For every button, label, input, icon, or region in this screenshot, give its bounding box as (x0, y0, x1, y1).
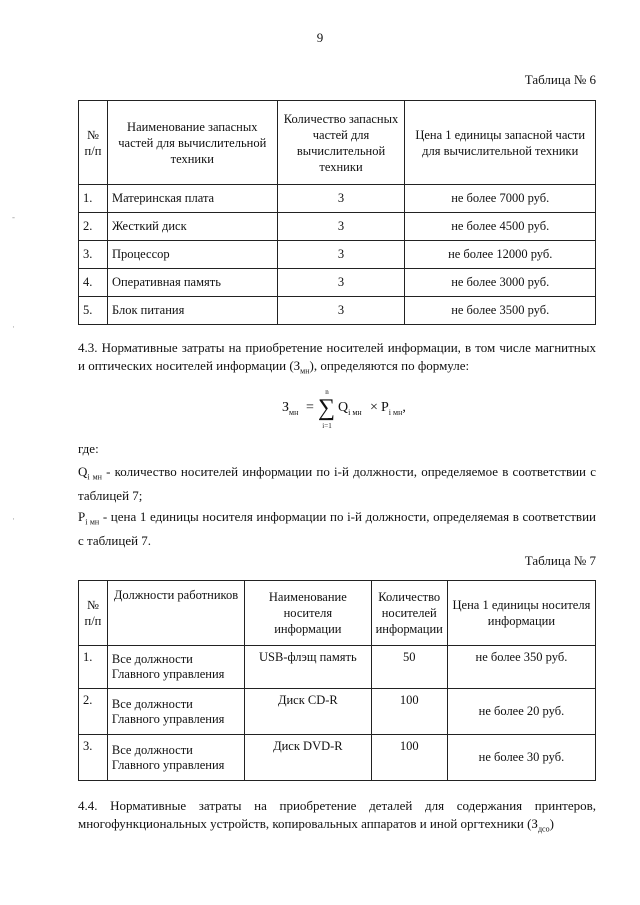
margin-mark: - (12, 212, 15, 222)
section-4-4-sub: дсо (537, 824, 550, 834)
formula-q-sub: i мн (348, 407, 362, 417)
formula-upper-limit: n (325, 388, 329, 396)
table6-caption: Таблица № 6 (524, 72, 596, 87)
table-row (79, 213, 596, 241)
formula-p-symbol: P (381, 400, 389, 415)
formula-lower-limit: i=1 (322, 422, 332, 430)
formula-lhs-symbol: З (282, 400, 290, 415)
formula-lhs (282, 400, 298, 417)
table7-header-cell: Должности работников (107, 581, 244, 646)
formula-q-symbol: Q (338, 400, 349, 415)
table-cell: 3. (79, 241, 108, 269)
table7-caption: Таблица № 7 (524, 553, 596, 568)
table-cell: Диск CD-R (245, 689, 372, 735)
page-number: 9 (316, 30, 324, 45)
table-row (79, 297, 596, 325)
table7-header-cell: Количество носителей информации (371, 581, 447, 646)
table-cell: Все должности Главного управления (107, 646, 244, 689)
table7 (78, 580, 596, 781)
table-cell: 100 (371, 735, 447, 781)
definition-p-sub: i мн (85, 517, 100, 527)
table-cell: 4. (79, 269, 108, 297)
table6 (78, 100, 596, 325)
table-cell: не более 3500 руб. (405, 297, 596, 325)
definition-q-sub: i мн (87, 472, 102, 482)
table-cell: не более 4500 руб. (405, 213, 596, 241)
table-cell: не более 3000 руб. (405, 269, 596, 297)
definition-p-symbol: P (78, 509, 86, 524)
table6-header-cell: № п/п (79, 101, 108, 185)
table7-header-cell: Цена 1 единицы носителя информации (447, 581, 595, 646)
table7-header-cell: № п/п (79, 581, 108, 646)
definition-q-text: - количество носителей информации по i-й должности, определяемое в соответствии с таблицей 7; (78, 464, 596, 503)
table6-header-cell: Наименование запасных частей для вычислительной техники (107, 101, 277, 185)
formula-p (381, 400, 406, 417)
formula (282, 388, 412, 434)
table-cell: 3. (79, 735, 108, 781)
table-cell: Оперативная память (107, 269, 277, 297)
section-4-3-sub: мн (300, 366, 310, 376)
section-4-4-paragraph (78, 797, 596, 839)
margin-mark: · (12, 322, 15, 332)
formula-sigma: ∑ (318, 395, 336, 421)
section-4-3-paragraph (78, 339, 596, 381)
table-cell: Блок питания (107, 297, 277, 325)
section-4-4-tail: ) (549, 816, 554, 831)
table-cell: 2. (79, 213, 108, 241)
margin-mark: · (12, 514, 15, 524)
table6-header-row (79, 101, 596, 185)
table-cell: 3 (277, 269, 405, 297)
table-cell: не более 30 руб. (447, 735, 595, 781)
formula-lhs-sub: мн (289, 407, 299, 417)
table7-header-cell: Наименование носителя информации (245, 581, 372, 646)
table-cell: 100 (371, 689, 447, 735)
table-cell: 5. (79, 297, 108, 325)
definition-q-symbol: Q (78, 464, 88, 479)
table6-header-cell: Количество запасных частей для вычислительной техники (277, 101, 405, 185)
table-row (79, 241, 596, 269)
table6-header-cell: Цена 1 единицы запасной части для вычислительной техники (405, 101, 596, 185)
formula-tail: , (402, 400, 406, 415)
where-label: где: (78, 441, 99, 456)
table-cell: USB-флэщ память (245, 646, 372, 689)
section-4-3-text: 4.3. Нормативные затраты на приобретение носителей информации, в том числе магнитных и оптических носителей информации (З (78, 340, 596, 373)
formula-equals: = (306, 400, 314, 415)
table-row (79, 689, 596, 735)
table-row (79, 646, 596, 689)
table-cell: Диск DVD-R (245, 735, 372, 781)
table-cell: 3 (277, 185, 405, 213)
table7-header-row (79, 581, 596, 646)
table-cell: Все должности Главного управления (107, 689, 244, 735)
table-cell: не более 7000 руб. (405, 185, 596, 213)
definition-p-text: - цена 1 единицы носителя информации по i-й должности, определяемая в соответствии с таблицей 7. (78, 509, 596, 548)
table-cell: Процессор (107, 241, 277, 269)
table-cell: Все должности Главного управления (107, 735, 244, 781)
table-cell: 1. (79, 185, 108, 213)
table-row (79, 735, 596, 781)
table-cell: 50 (371, 646, 447, 689)
table-cell: 3 (277, 297, 405, 325)
table-cell: 2. (79, 689, 108, 735)
table-cell: 3 (277, 213, 405, 241)
table-cell: 3 (277, 241, 405, 269)
section-4-4-text: 4.4. Нормативные затраты на приобретение деталей для содержания принтеров, многофункциональных устройств, копировальных аппаратов и иной оргтехники (З (78, 798, 596, 831)
table-cell: Материнская плата (107, 185, 277, 213)
table-cell: не более 350 руб. (447, 646, 595, 689)
formula-q (338, 400, 362, 417)
table-row (79, 185, 596, 213)
formula-times: × (370, 400, 378, 415)
definition-p (78, 508, 596, 550)
table-cell: 1. (79, 646, 108, 689)
table-row (79, 269, 596, 297)
definition-q (78, 463, 596, 505)
table-cell: не более 12000 руб. (405, 241, 596, 269)
formula-p-sub: i мн (388, 407, 403, 417)
section-4-3-tail: ), определяются по формуле: (309, 358, 470, 373)
table-cell: не более 20 руб. (447, 689, 595, 735)
table-cell: Жесткий диск (107, 213, 277, 241)
